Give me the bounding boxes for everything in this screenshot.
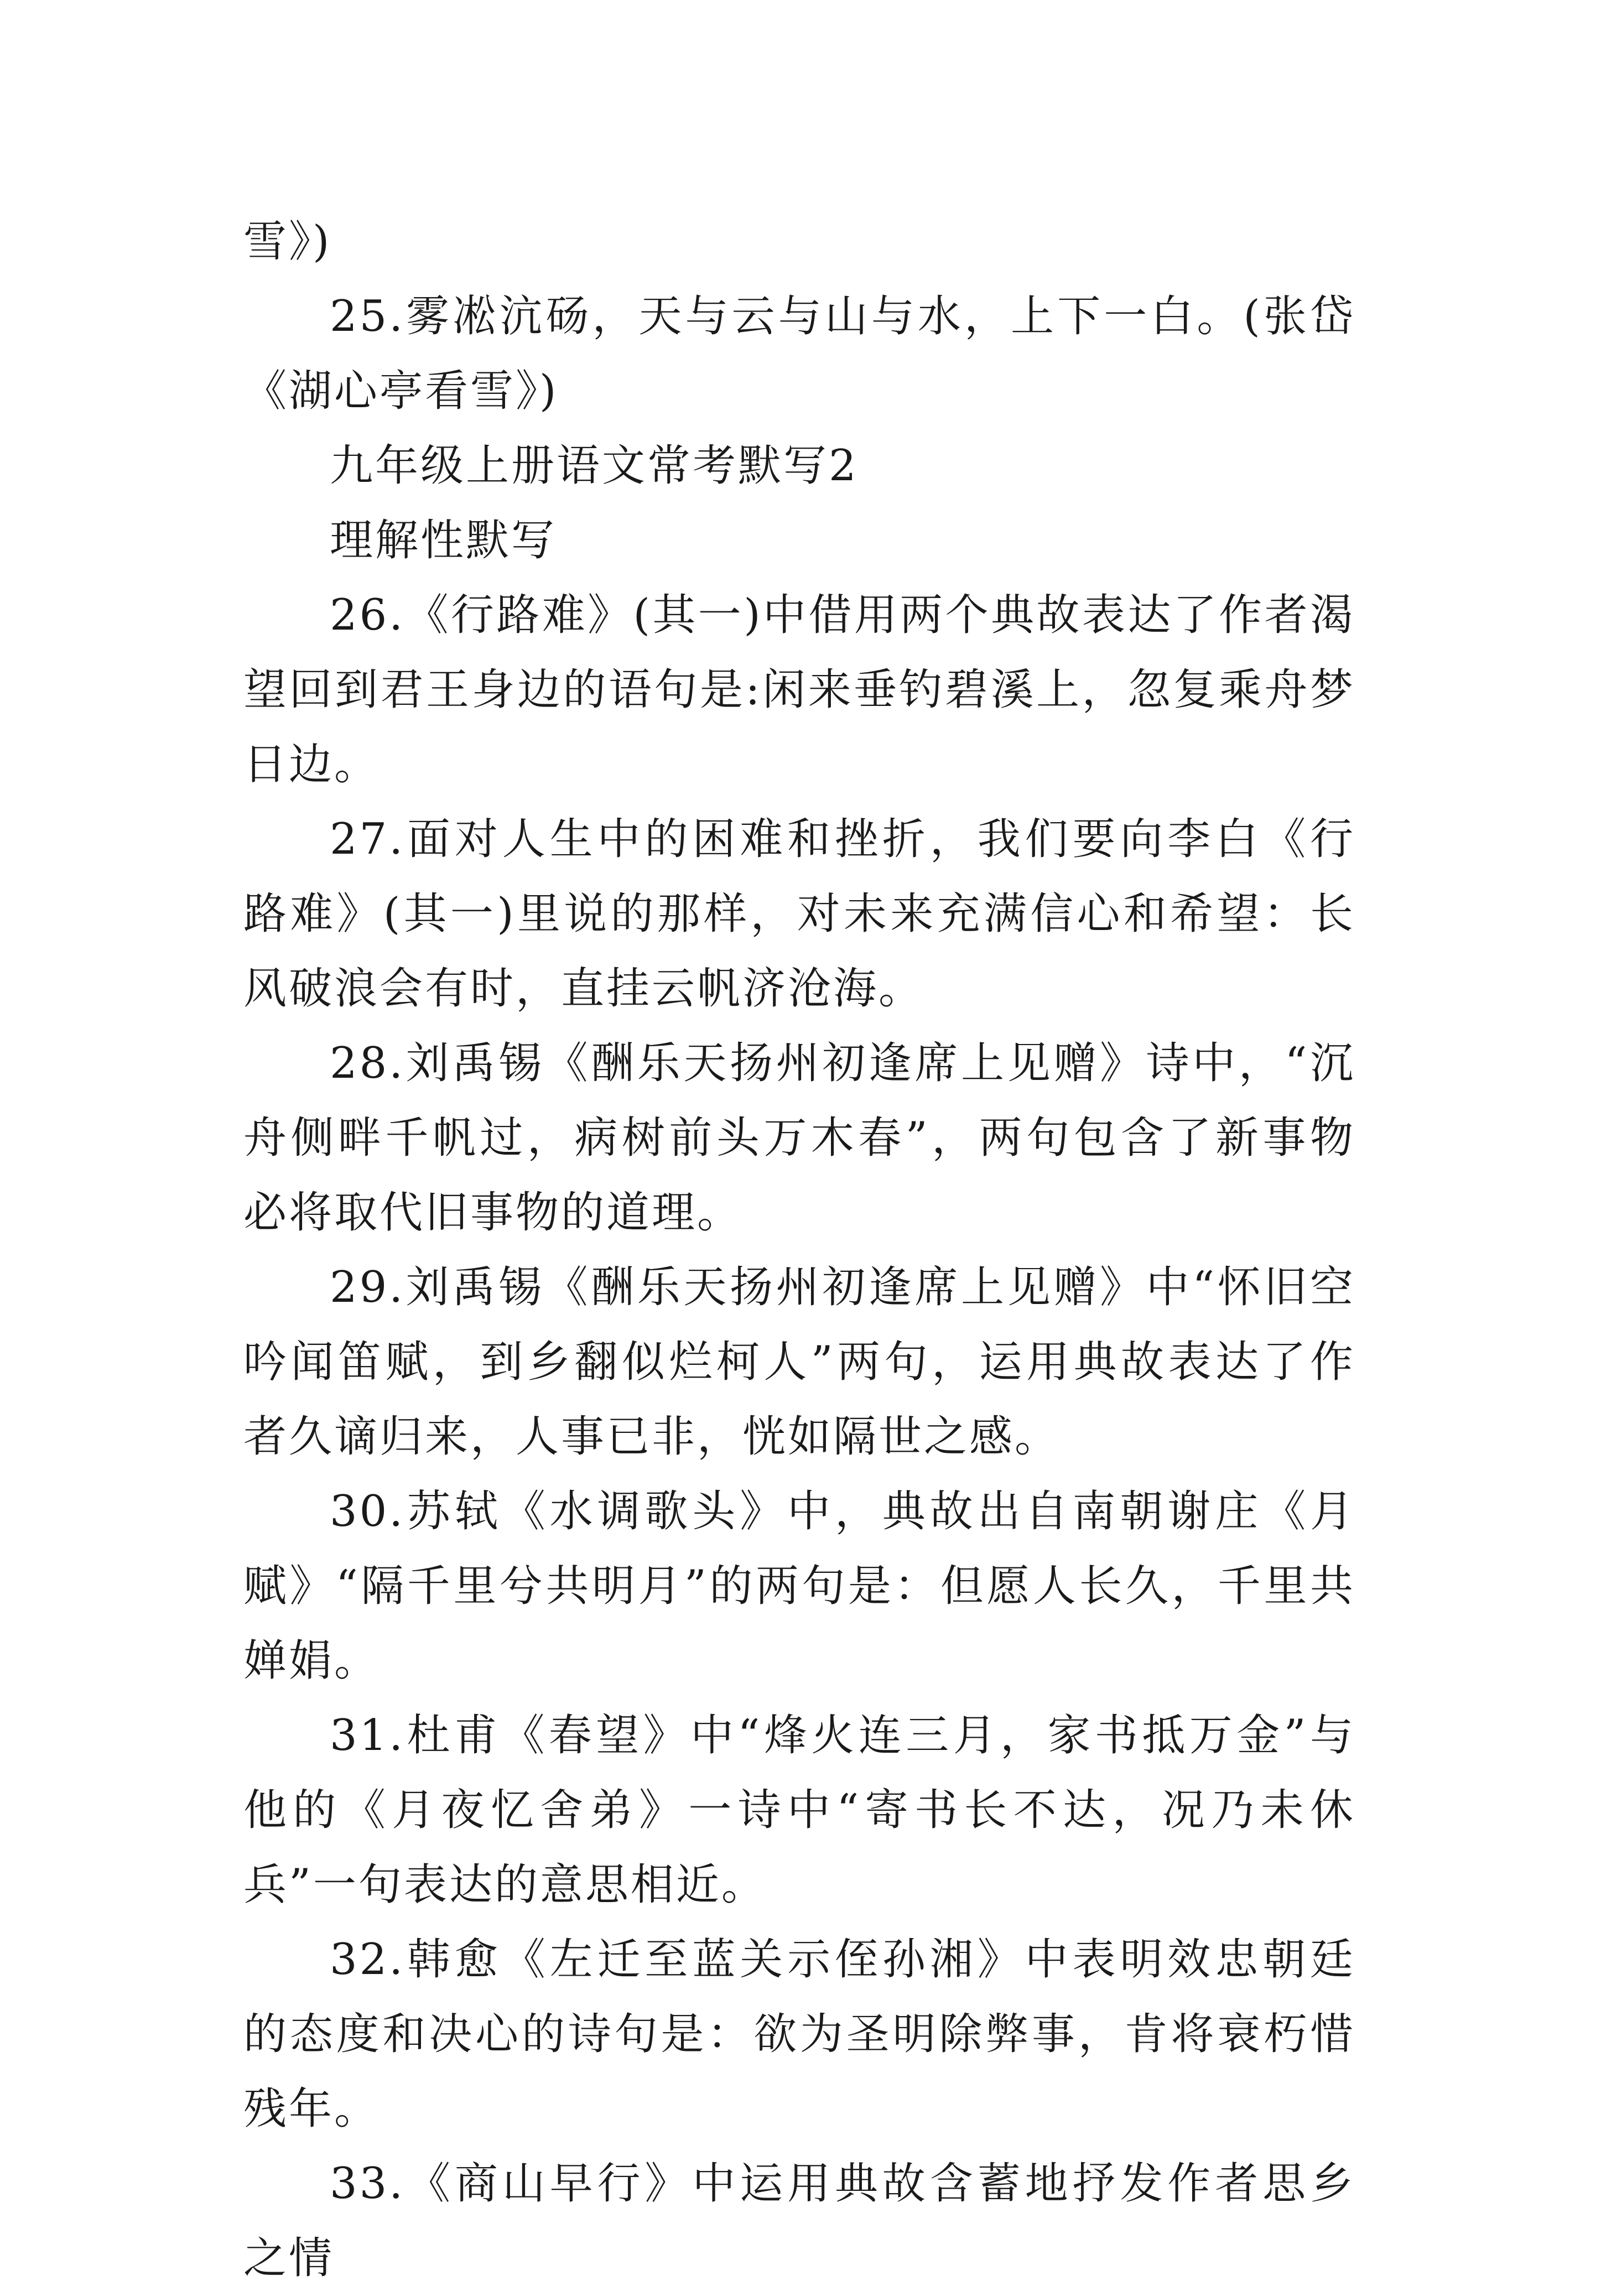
paragraph-item-28: 28.刘禹锡《酬乐天扬州初逢席上见赠》诗中，“沉舟侧畔千帆过，病树前头万木春”，两句包含了新事物必将取代旧事物的道理。: [243, 1038, 1355, 1238]
paragraph-item-27: 27.面对人生中的困难和挫折，我们要向李白《行路难》(其一)里说的那样，对未来充满信心和希望：长风破浪会有时，直挂云帆济沧海。: [243, 814, 1355, 1014]
paragraph-item-29: 29.刘禹锡《酬乐天扬州初逢席上见赠》中“怀旧空吟闻笛赋，到乡翻似烂柯人”两句，运用典故表达了作者久谪归来，人事已非，恍如隔世之感。: [243, 1263, 1355, 1462]
section-title: 九年级上册语文常考默写2: [330, 441, 859, 491]
paragraph-item-30: 30.苏轼《水调歌头》中，典故出自南朝谢庄《月赋》“隔千里兮共明月”的两句是：但愿人长久，千里共婵娟。: [243, 1487, 1355, 1686]
paragraph-continuation: 雪》): [243, 217, 332, 267]
paragraph-item-31: 31.杜甫《春望》中“烽火连三月，家书抵万金”与他的《月夜忆舍弟》一诗中“寄书长不达，况乃未休兵”一句表达的意思相近。: [243, 1711, 1355, 1910]
document-body: [243, 205, 1355, 2296]
section-subtitle: 理解性默写: [330, 516, 557, 565]
paragraph-item-32: 32.韩愈《左迁至蓝关示侄孙湘》中表明效忠朝廷的态度和决心的诗句是：欲为圣明除弊事，肯将衰朽惜残年。: [243, 1935, 1355, 2134]
paragraph-item-33: 33.《商山早行》中运用典故含蓄地抒发作者思乡之情: [243, 2159, 1355, 2283]
paragraph-item-26: 26.《行路难》(其一)中借用两个典故表达了作者渴望回到君王身边的语句是:闲来垂钓碧溪上，忽复乘舟梦日边。: [243, 590, 1355, 789]
paragraph-item-25: 25.雾凇沆砀，天与云与山与水，上下一白。(张岱《湖心亭看雪》): [243, 292, 1355, 416]
